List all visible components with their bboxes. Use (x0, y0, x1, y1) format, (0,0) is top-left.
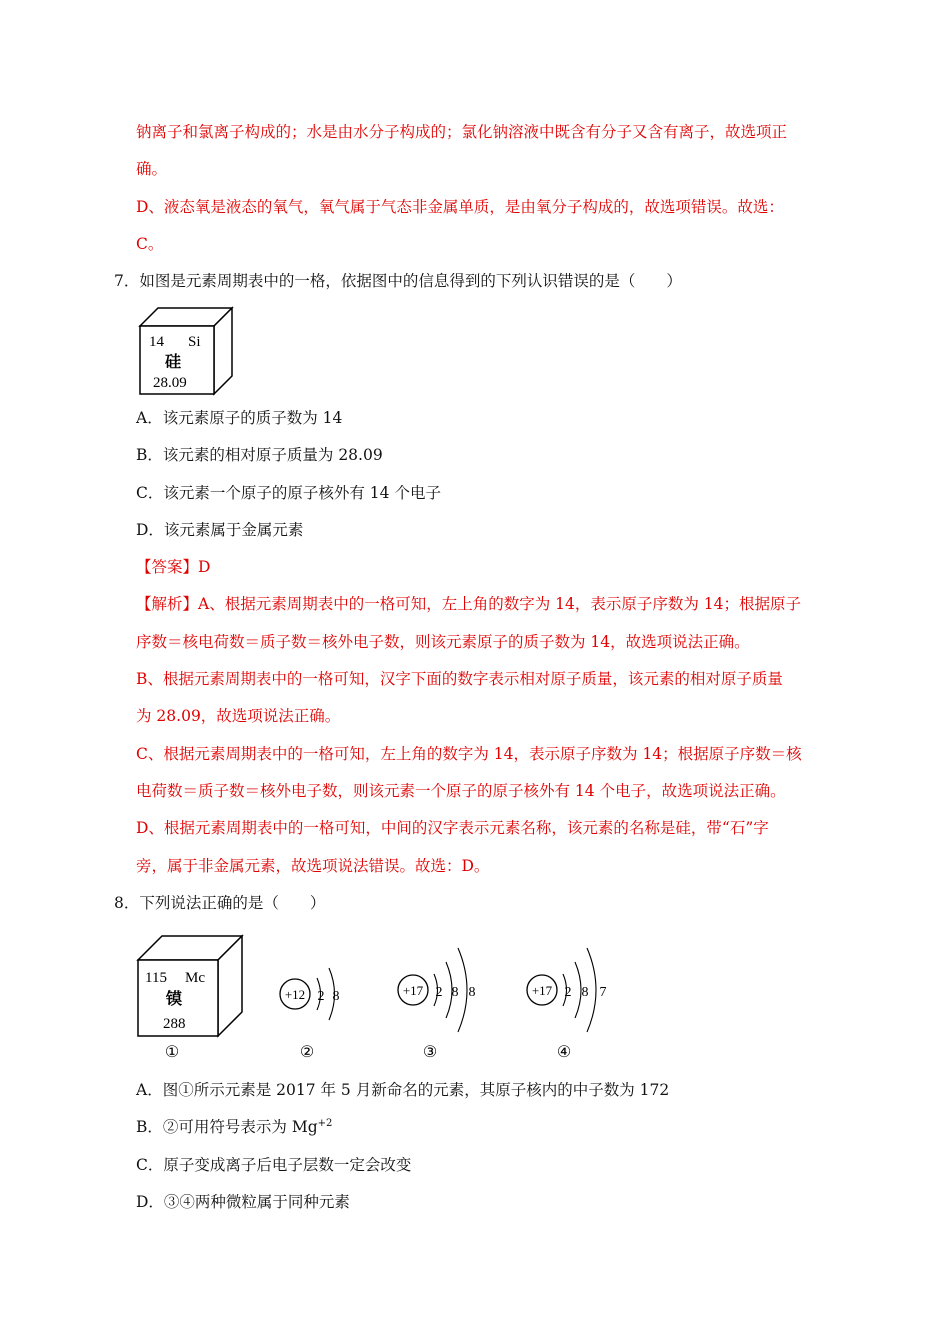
q7-answer-value: D (198, 558, 211, 576)
q7-analysis-label: 【解析】 (136, 595, 199, 613)
q8-element-cell (138, 936, 242, 1036)
q8-cell-number: 115 (145, 970, 167, 986)
atom-4-shell-3: 7 (599, 985, 607, 1000)
q8-option-c: C．原子变成离子后电子层数一定会改变 (136, 1156, 412, 1174)
prev-line-2: 确。 (136, 160, 168, 178)
q7-answer (136, 556, 210, 578)
atom-2-nucleus: +12 (284, 987, 306, 1002)
q7-analysis-line-1 (136, 593, 801, 615)
q7-analysis-line-6: 电荷数＝质子数＝核外电子数，则该元素一个原子的原子核外有 14 个电子，故选项说法正确。 (136, 782, 786, 800)
atom-3-shell-2: 8 (451, 985, 459, 1000)
q7-option-a: A．该元素原子的质子数为 14 (136, 409, 343, 427)
q7-analysis-line-2: 序数＝核电荷数＝质子数＝核外电子数，则该元素原子的质子数为 14，故选项说法正确。 (136, 633, 750, 651)
figure-label-3: ③ (422, 1044, 438, 1061)
q7-analysis-line-7: D、根据元素周期表中的一格可知，中间的汉字表示元素名称，该元素的名称是硅，带“石”字 (136, 819, 769, 837)
q7-cell-number: 14 (149, 334, 164, 350)
atom-diagram-2 (280, 968, 340, 1020)
q7-cell-name: 硅 (165, 354, 182, 371)
prev-line-1: 钠离子和氯离子构成的；水是由水分子构成的；氯化钠溶液中既含有分子又含有离子，故选项正 (136, 123, 788, 141)
figure-label-4: ④ (556, 1044, 572, 1061)
q8-option-d: D．③④两种微粒属于同种元素 (136, 1193, 350, 1211)
q7-stem: 7．如图是元素周期表中的一格，依据图中的信息得到的下列认识错误的是（ ） (114, 272, 682, 290)
atom-3-shell-3: 8 (468, 985, 476, 1000)
q8-option-b-text: B．②可用符号表示为 Mg (136, 1118, 318, 1136)
prev-line-4: C。 (136, 235, 164, 253)
atom-3-shell-1: 2 (435, 985, 443, 1000)
figure-label-2: ② (299, 1044, 315, 1061)
q8-option-a: A．图①所示元素是 2017 年 5 月新命名的元素，其原子核内的中子数为 172 (136, 1081, 670, 1099)
prev-line-3: D、液态氧是液态的氧气，氧气属于气态非金属单质，是由氧分子构成的，故选项错误。故选： (136, 198, 784, 216)
atom-3-nucleus: +17 (402, 983, 424, 998)
q7-analysis-text: A、根据元素周期表中的一格可知，左上角的数字为 14，表示原子序数为 14；根据原子 (198, 595, 802, 613)
atom-4-shell-2: 8 (581, 985, 589, 1000)
q7-cell-symbol: Si (188, 334, 201, 350)
q7-cell-mass: 28.09 (153, 375, 187, 391)
q8-stem: 8．下列说法正确的是（ ） (114, 894, 326, 912)
q8-option-b (136, 1116, 332, 1138)
q7-option-b: B．该元素的相对原子质量为 28.09 (136, 446, 383, 464)
q8-cell-name: 镆 (166, 991, 183, 1008)
q7-option-c: C．该元素一个原子的原子核外有 14 个电子 (136, 484, 441, 502)
atom-diagram-4 (527, 948, 607, 1032)
q8-cell-symbol: Mc (185, 970, 205, 986)
atom-4-nucleus: +17 (531, 983, 553, 998)
q7-analysis-line-3: B、根据元素周期表中的一格可知，汉字下面的数字表示相对原子质量，该元素的相对原子质量 (136, 670, 783, 688)
atom-2-shell-1: 2 (317, 989, 325, 1004)
q7-analysis-line-4: 为 28.09，故选项说法正确。 (136, 707, 341, 725)
atom-diagram-3 (398, 948, 476, 1032)
q7-element-cell (136, 304, 236, 396)
atom-2-shell-2: 8 (332, 989, 340, 1004)
q7-analysis-line-5: C、根据元素周期表中的一格可知，左上角的数字为 14，表示原子序数为 14；根据原子序数＝核 (136, 745, 802, 763)
q7-answer-label: 【答案】 (136, 558, 199, 576)
q7-option-d: D．该元素属于金属元素 (136, 521, 304, 539)
q7-analysis-line-8: 旁，属于非金属元素，故选项说法错误。故选：D。 (136, 857, 490, 875)
figure-label-1: ① (164, 1044, 180, 1061)
q8-figure (130, 930, 630, 1065)
q8-cell-mass: 288 (163, 1016, 186, 1032)
atom-4-shell-1: 2 (564, 985, 572, 1000)
q8-option-b-charge: +2 (317, 1117, 333, 1129)
